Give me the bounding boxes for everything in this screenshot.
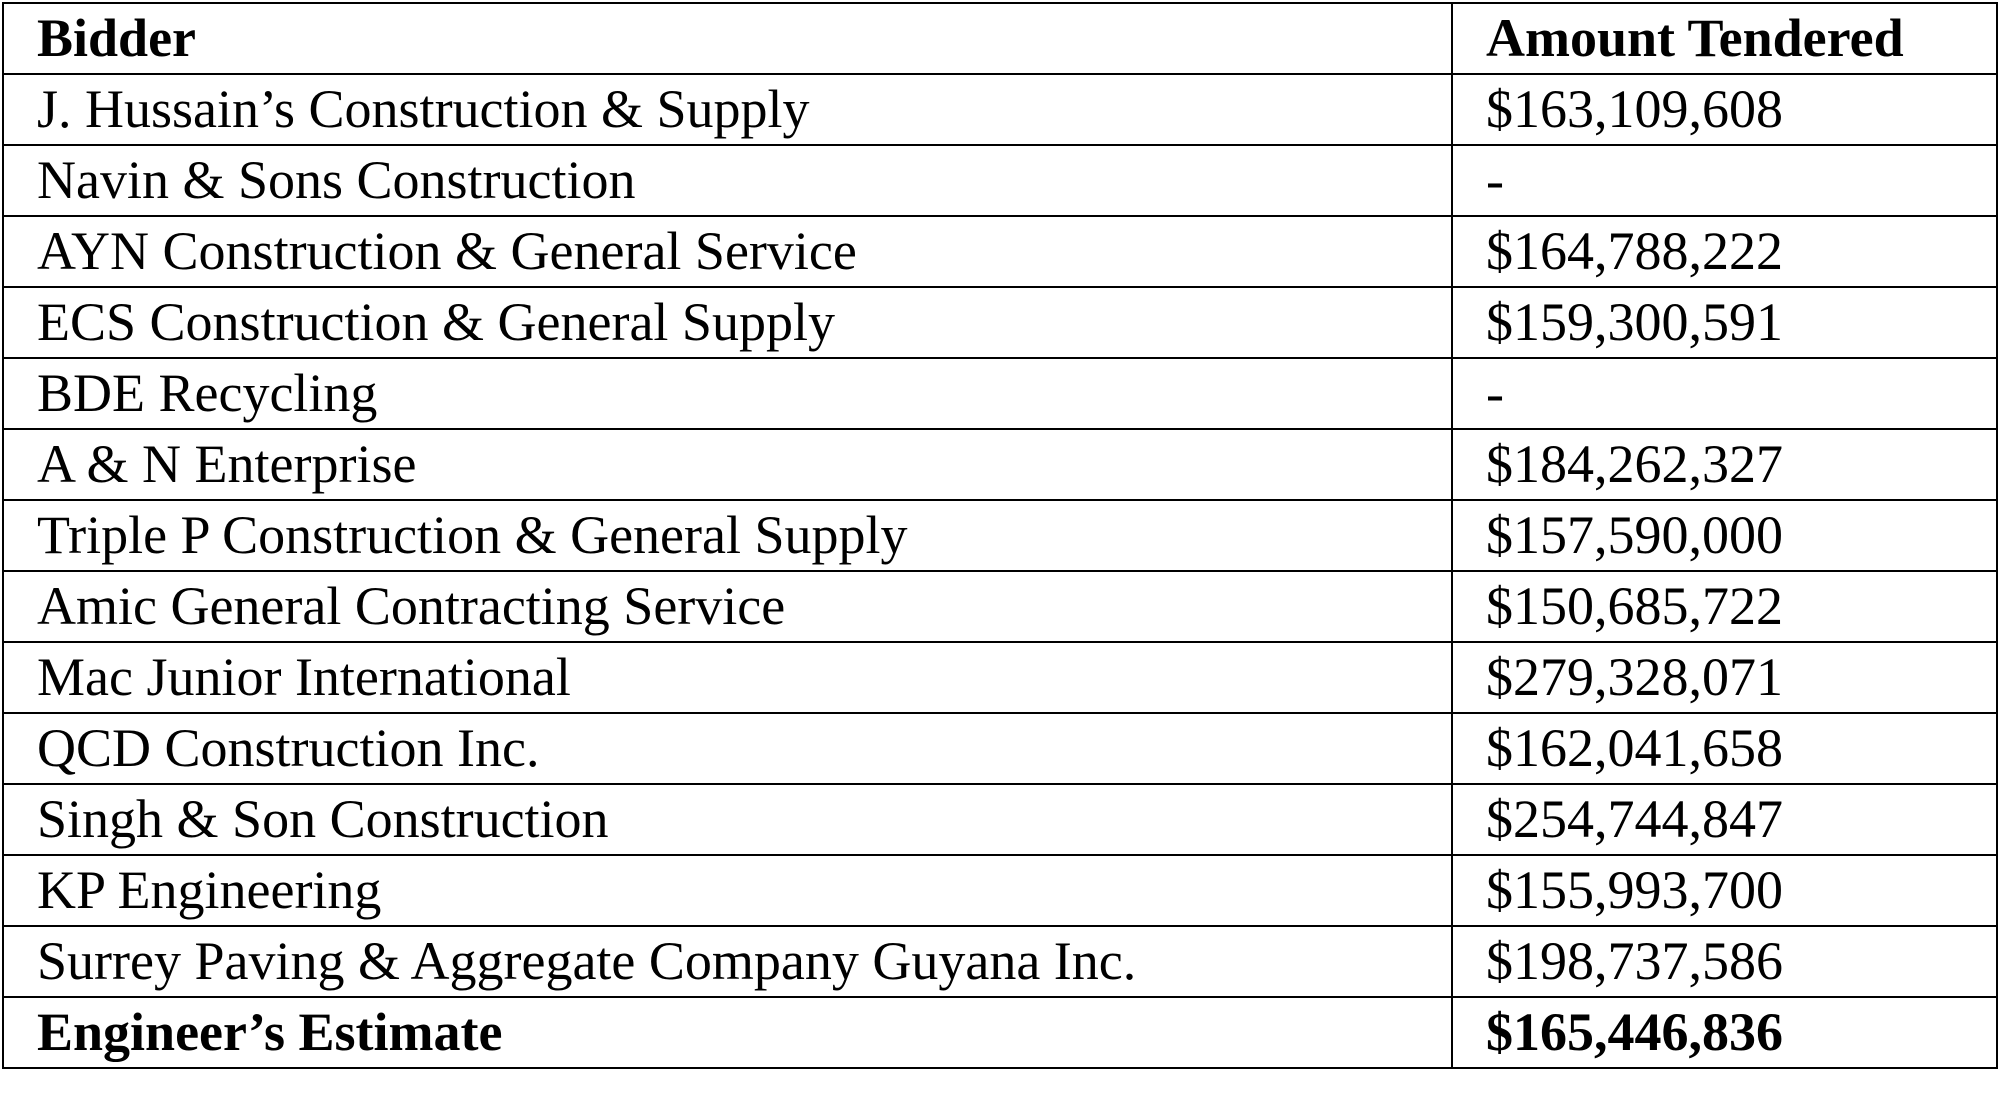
amount-cell: $150,685,722 [1452,571,1997,642]
bidder-cell: Mac Junior International [3,642,1452,713]
amount-cell: $157,590,000 [1452,500,1997,571]
bidder-cell: AYN Construction & General Service [3,216,1452,287]
bidder-cell: KP Engineering [3,855,1452,926]
amount-cell: $163,109,608 [1452,74,1997,145]
amount-cell: $254,744,847 [1452,784,1997,855]
table-row [3,571,1997,642]
header-row [3,3,1997,74]
table-row [3,145,1997,216]
bidder-cell: J. Hussain’s Construction & Supply [3,74,1452,145]
estimate-label-cell: Engineer’s Estimate [3,997,1452,1068]
table-row [3,358,1997,429]
table-row [3,642,1997,713]
bidder-cell: BDE Recycling [3,358,1452,429]
amount-cell: $162,041,658 [1452,713,1997,784]
amount-cell: - [1452,358,1997,429]
table-row [3,429,1997,500]
bidder-cell: Amic General Contracting Service [3,571,1452,642]
bidder-cell: A & N Enterprise [3,429,1452,500]
table-row [3,855,1997,926]
bidder-cell: Surrey Paving & Aggregate Company Guyana Inc. [3,926,1452,997]
amount-cell: $198,737,586 [1452,926,1997,997]
bidder-cell: Triple P Construction & General Supply [3,500,1452,571]
table-row [3,784,1997,855]
engineers-estimate-row [3,997,1997,1068]
bidder-cell: Singh & Son Construction [3,784,1452,855]
amount-cell: $184,262,327 [1452,429,1997,500]
table-row [3,500,1997,571]
bidder-cell: Navin & Sons Construction [3,145,1452,216]
estimate-amount-cell: $165,446,836 [1452,997,1997,1068]
table-header [3,3,1997,74]
amount-cell: $155,993,700 [1452,855,1997,926]
amount-column-header: Amount Tendered [1452,3,1997,74]
amount-cell: - [1452,145,1997,216]
bidder-cell: ECS Construction & General Supply [3,287,1452,358]
amount-cell: $159,300,591 [1452,287,1997,358]
table-row [3,74,1997,145]
table-row [3,926,1997,997]
amount-cell: $279,328,071 [1452,642,1997,713]
table-row [3,713,1997,784]
table-row [3,287,1997,358]
amount-cell: $164,788,222 [1452,216,1997,287]
table-body [3,74,1997,1068]
bid-table [2,2,1998,1069]
bidder-cell: QCD Construction Inc. [3,713,1452,784]
bidder-column-header: Bidder [3,3,1452,74]
table-row [3,216,1997,287]
